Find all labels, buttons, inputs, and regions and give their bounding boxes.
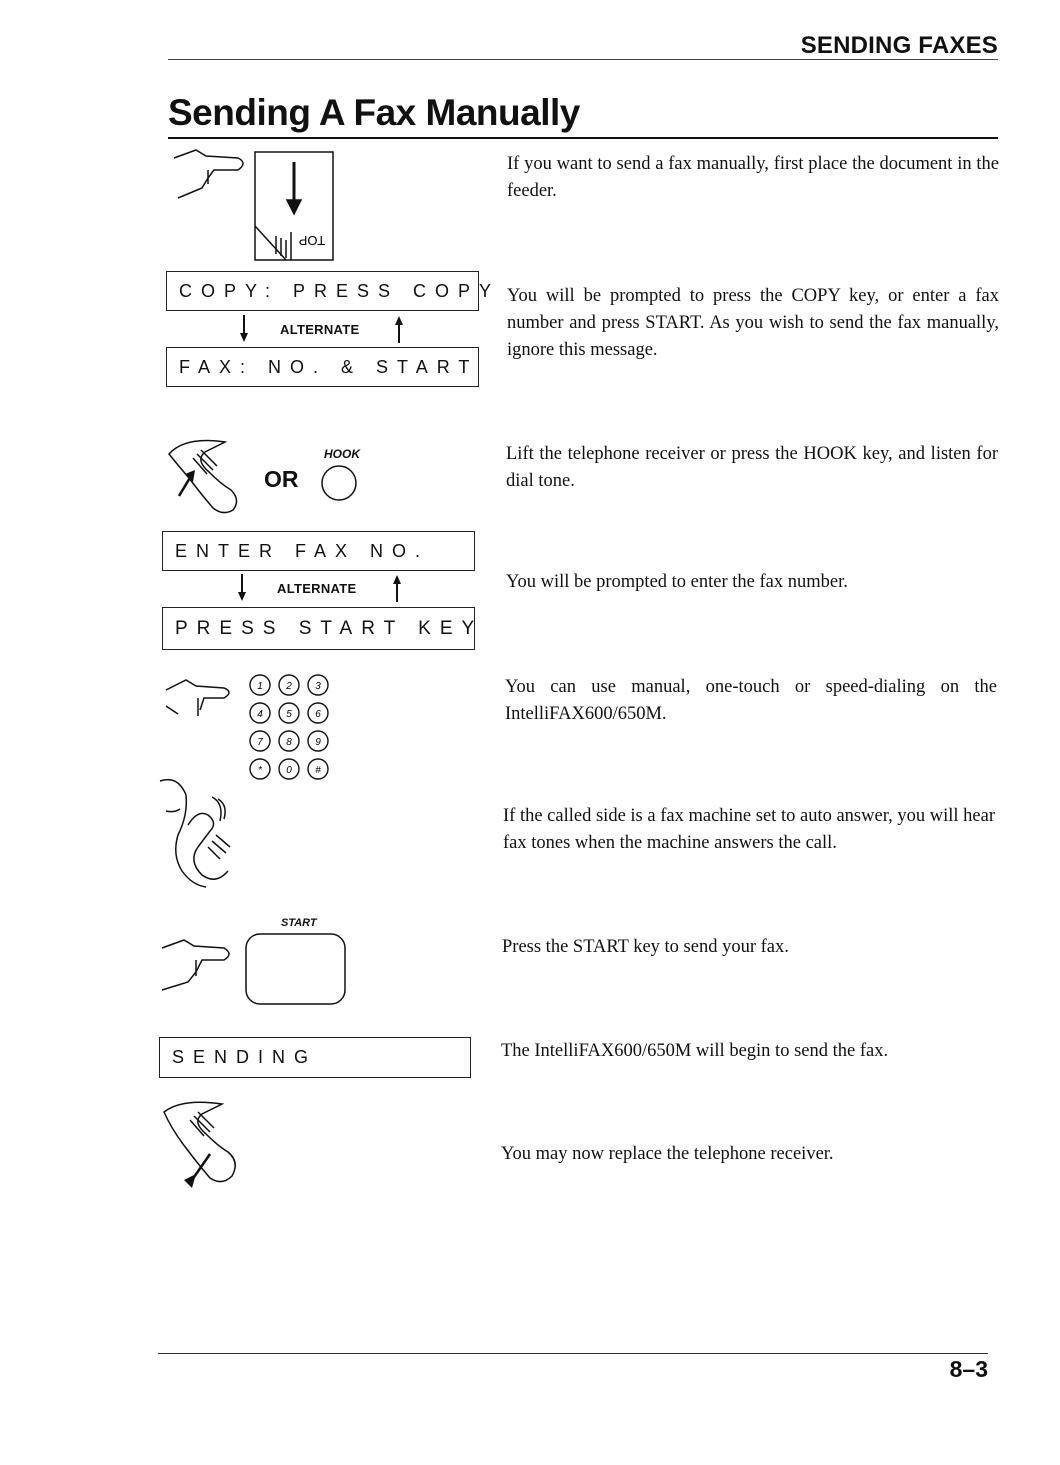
arrow-up-icon <box>392 574 402 602</box>
start-key-icon <box>246 934 345 1004</box>
pointing-hand-icon <box>174 150 243 198</box>
keypad-key-label: 3 <box>315 681 321 692</box>
lcd-fax-prompt: FAX: NO. & START <box>166 347 479 387</box>
step-3-text: Lift the telephone receiver or press the HOOK key, and listen for dial tone. <box>506 444 998 491</box>
keypad-key <box>308 731 328 751</box>
keypad-key-label: 9 <box>315 737 321 748</box>
keypad-key-label: 2 <box>286 681 292 692</box>
alternate-indicator <box>166 313 479 345</box>
alternate-label: ALTERNATE <box>280 322 360 337</box>
step-1-text: If you want to send a fax manually, first place the document in the feeder. <box>507 154 999 201</box>
step-6-text: If the called side is a fax machine set to auto answer, you will hear fax tones when the machine answers the call. <box>503 806 995 853</box>
keypad-key <box>308 703 328 723</box>
or-label: OR <box>264 466 299 492</box>
document-top-tag: TOP <box>298 233 326 248</box>
keypad-key-label: * <box>258 765 262 776</box>
step-9-text: You may now replace the telephone receiver. <box>501 1144 834 1164</box>
keypad-key-label: 8 <box>286 737 292 748</box>
keypad-key-label: # <box>315 765 321 776</box>
lcd-copy-prompt: COPY: PRESS COPY <box>166 271 479 311</box>
keypad-key-label: 7 <box>257 737 263 748</box>
alternate-indicator-2 <box>162 572 475 604</box>
header-rule <box>168 59 998 60</box>
lcd-press-start-prompt: PRESS START KEY <box>162 607 475 650</box>
keypad-key <box>279 731 299 751</box>
insert-document-illustration <box>168 148 348 263</box>
keypad-key <box>250 731 270 751</box>
keypad-key <box>250 703 270 723</box>
step-8-text: The IntelliFAX600/650M will begin to send the fax. <box>501 1041 889 1061</box>
arrow-down-icon <box>237 574 247 602</box>
keypad <box>248 673 338 785</box>
footer-rule <box>158 1353 988 1354</box>
keypad-key <box>279 675 299 695</box>
lcd-enter-fax-prompt: ENTER FAX NO. <box>162 531 475 571</box>
step-4-text: You will be prompted to enter the fax number. <box>506 572 848 592</box>
step-5-text: You can use manual, one-touch or speed-dialing on the IntelliFAX600/650M. <box>505 677 997 724</box>
keypad-key-label: 4 <box>257 709 263 720</box>
section-title: SENDING FAXES <box>800 32 998 59</box>
keypad-key-label: 1 <box>257 681 263 692</box>
keypad-key-label: 0 <box>286 765 292 776</box>
pointing-hand-icon <box>162 674 252 734</box>
title-rule <box>168 137 998 139</box>
alternate-label: ALTERNATE <box>277 581 357 596</box>
step-7-text: Press the START key to send your fax. <box>502 937 789 957</box>
keypad-key <box>308 759 328 779</box>
arrow-down-icon <box>239 315 249 343</box>
arrow-up-icon <box>394 315 404 343</box>
keypad-grid <box>248 673 338 785</box>
keypad-key <box>279 703 299 723</box>
page-number: 8–3 <box>949 1356 988 1382</box>
lift-receiver-icon <box>165 434 265 514</box>
lcd-sending-status: SENDING <box>159 1037 471 1078</box>
start-key-illustration <box>158 932 353 1007</box>
replace-receiver-icon <box>160 1100 270 1200</box>
listening-receiver-icon <box>158 775 258 895</box>
keypad-key-label: 6 <box>315 709 321 720</box>
keypad-key <box>279 759 299 779</box>
pointing-hand-icon <box>162 940 229 990</box>
page-title: Sending A Fax Manually <box>168 92 580 133</box>
step-2-text: You will be prompted to press the COPY key, or enter a fax number and press START. As you wish to send the fax manually, ignore this message. <box>507 286 999 360</box>
keypad-key-label: 5 <box>286 709 292 720</box>
hook-key-icon <box>320 464 360 502</box>
keypad-key <box>308 675 328 695</box>
hook-label: HOOK <box>324 447 360 461</box>
start-label: START <box>281 917 317 929</box>
keypad-key <box>250 675 270 695</box>
